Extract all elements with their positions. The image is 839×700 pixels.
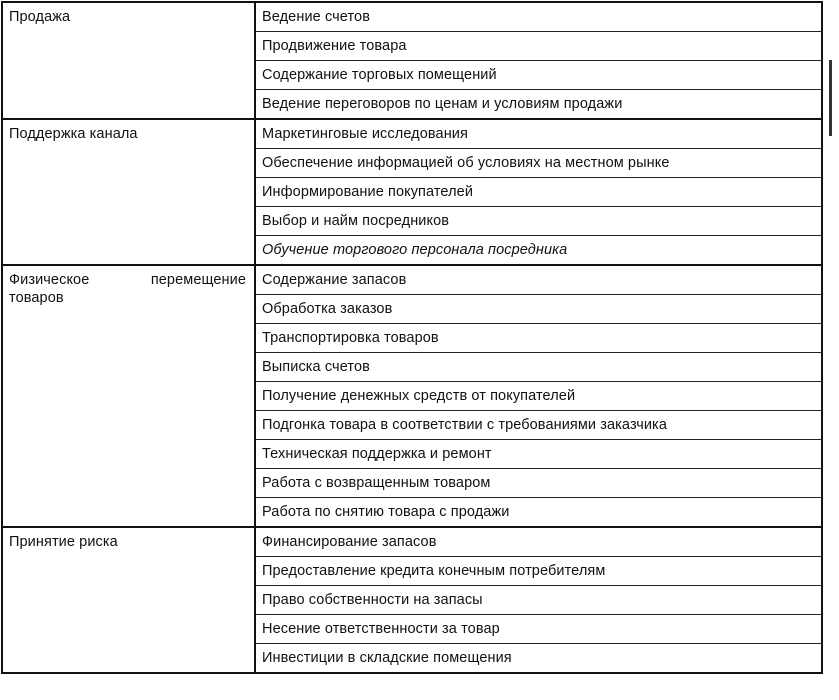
function-cell: Ведение счетов (256, 3, 821, 32)
function-cell: Предоставление кредита конечным потребителям (256, 557, 821, 586)
category-cell: Принятие риска (3, 528, 256, 672)
function-cell: Работа с возвращенным товаром (256, 469, 821, 498)
function-cell: Обучение торгового персонала посредника (262, 242, 568, 258)
function-cell: Выписка счетов (256, 353, 821, 382)
scan-edge-mark (829, 60, 832, 136)
function-cell: Получение денежных средств от покупателей (256, 382, 821, 411)
function-cell: Выбор и найм посредников (256, 207, 821, 236)
function-list (256, 3, 821, 118)
function-list (256, 266, 821, 526)
function-cell: Транспортировка товаров (256, 324, 821, 353)
category-group (3, 266, 821, 528)
function-cell: Финансирование запасов (256, 528, 821, 557)
function-cell: Маркетинговые исследования (256, 120, 821, 149)
function-cell: Техническая поддержка и ремонт (256, 440, 821, 469)
function-cell: Работа по снятию товара с продажи (262, 504, 510, 520)
function-cell: Обеспечение информацией об условиях на местном рынке (256, 149, 821, 178)
function-cell: Содержание запасов (256, 266, 821, 295)
channel-functions-table (1, 1, 823, 674)
function-cell: Подгонка товара в соответствии с требованиями заказчика (256, 411, 821, 440)
category-cell: Продажа (3, 3, 256, 118)
category-group (3, 528, 821, 674)
function-cell: Обработка заказов (256, 295, 821, 324)
function-cell: Право собственности на запасы (256, 586, 821, 615)
category-group (3, 120, 821, 266)
category-group (3, 3, 821, 120)
function-cell: Продвижение товара (256, 32, 821, 61)
function-list (256, 528, 821, 672)
function-cell: Несение ответственности за товар (256, 615, 821, 644)
category-cell: Поддержка канала (3, 120, 256, 264)
category-cell: Физическое перемещение товаров (3, 266, 256, 526)
function-cell: Содержание торговых помещений (256, 61, 821, 90)
function-cell: Информирование покупателей (256, 178, 821, 207)
function-cell: Инвестиции в складские помещения (262, 650, 512, 666)
function-list (256, 120, 821, 264)
function-cell: Ведение переговоров по ценам и условиям продажи (262, 96, 623, 112)
